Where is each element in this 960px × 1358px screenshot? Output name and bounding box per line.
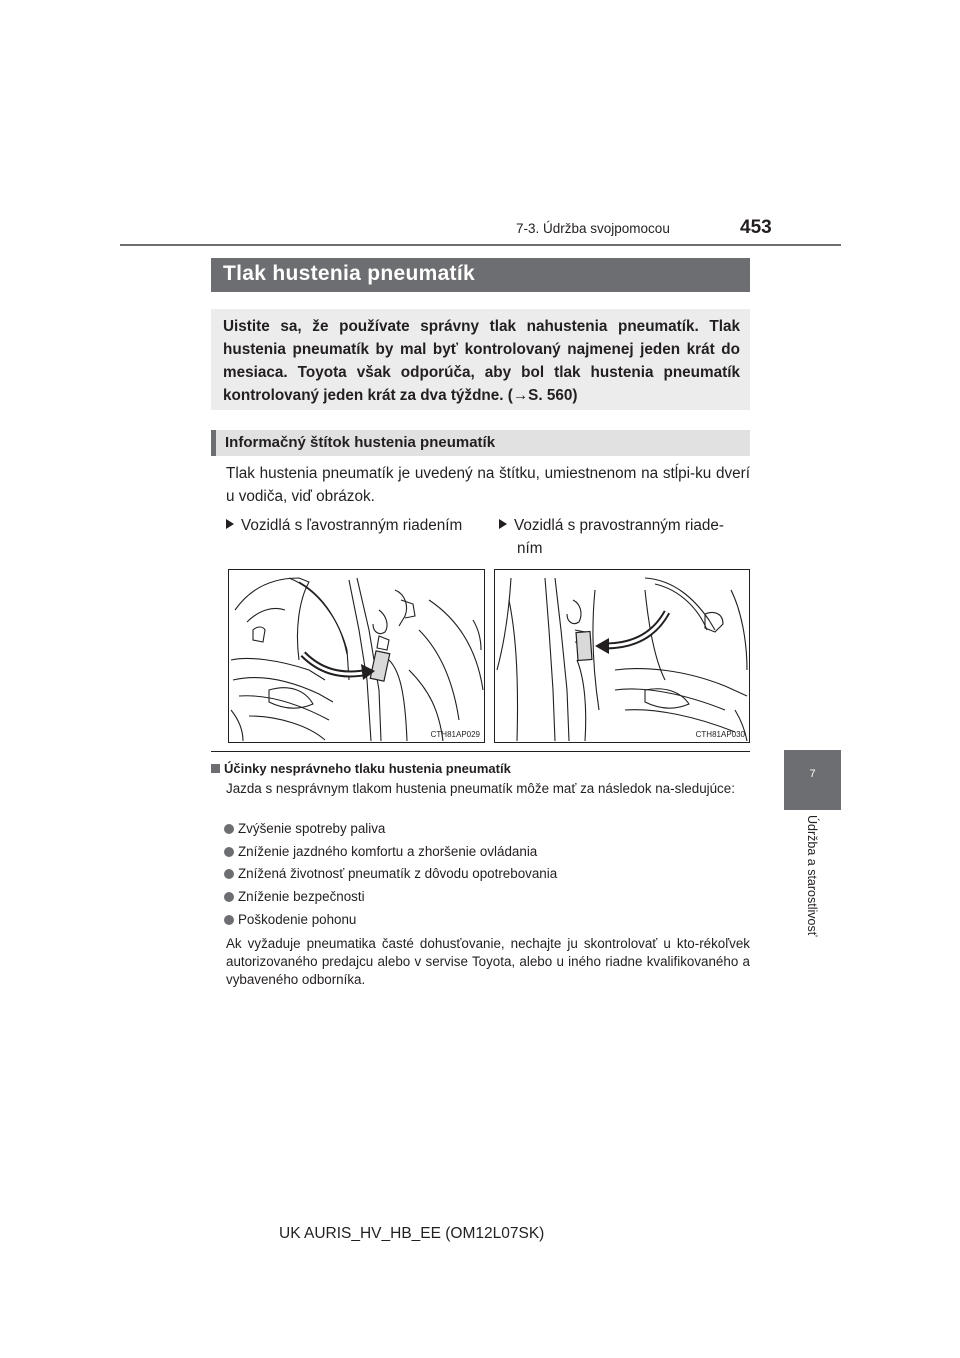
figure-code-right: CTH81AP030: [695, 730, 745, 739]
dot-bullet-icon: [224, 847, 234, 857]
body-paragraph: Tlak hustenia pneumatík je uvedený na štítku, umiestnenom na stĺpi-ku dverí u vodiča, viď obrázok.: [226, 465, 750, 505]
lhd-label-text: Vozidlá s ľavostranným riadením: [241, 517, 463, 534]
effects-closing: Ak vyžaduje pneumatika časté dohusťovanie, nechajte ju skontrolovať u kto-rékoľvek autorizovaného predajcu alebo v servise Toyota, alebo u iného riadne kvalifikovaného a vybaveného odborníka.: [226, 936, 750, 987]
chapter-side-label: [784, 815, 841, 965]
figure-code-left: CTH81AP029: [430, 730, 480, 739]
lhd-illustration: [229, 570, 484, 742]
chapter-tab[interactable]: [784, 750, 841, 810]
figure-rhd: [494, 569, 750, 743]
dot-bullet-icon: [224, 824, 234, 834]
intro-box: [211, 309, 750, 410]
page-title-bar: [211, 258, 750, 292]
dot-bullet-icon: [224, 869, 234, 879]
effects-intro: Jazda s nesprávnym tlakom hustenia pneumatík môže mať za následok na-sledujúce:: [226, 781, 735, 796]
lhd-label: [226, 514, 462, 537]
rhd-label-text-2: ním: [517, 540, 543, 557]
rhd-label-text-1: Vozidlá s pravostranným riade-: [514, 517, 725, 534]
section-rule: [211, 751, 750, 752]
effect-item: Znížená životnosť pneumatík z dôvodu opotrebovania: [224, 866, 557, 881]
intro-text: Uistite sa, že používate správny tlak nahustenia pneumatík. Tlak hustenia pneumatík by mal byť kontrolovaný najmenej jeden krát do mesiaca. Toyota však odporúča, aby bol tlak hustenia pneumatík kontrolovaný jeden krát za dva týždne. (→S. 560): [223, 318, 740, 404]
subheading-bar: [211, 430, 750, 456]
chapter-label-text: Údržba a starostlivosť: [804, 815, 819, 937]
square-bullet-icon: [211, 764, 220, 773]
subheading-accent: [211, 430, 216, 456]
effects-heading-text: Účinky nesprávneho tlaku hustenia pneumatík: [224, 761, 511, 776]
effect-item: Zníženie jazdného komfortu a zhoršenie ovládania: [224, 844, 537, 859]
subheading-text: Informačný štítok hustenia pneumatík: [225, 434, 496, 451]
dot-bullet-icon: [224, 892, 234, 902]
footer-code: UK AURIS_HV_HB_EE (OM12L07SK): [279, 1225, 545, 1242]
figure-lhd: [228, 569, 485, 743]
effect-item: Zníženie bezpečnosti: [224, 889, 365, 904]
chapter-number: 7: [809, 768, 816, 780]
effect-item: Zvýšenie spotreby paliva: [224, 821, 385, 836]
triangle-bullet-icon: [499, 519, 507, 529]
page-title: Tlak hustenia pneumatík: [223, 262, 475, 285]
rhd-illustration: [495, 570, 749, 742]
page-number: 453: [740, 217, 772, 238]
triangle-bullet-icon: [226, 519, 234, 529]
header-rule: [120, 244, 841, 246]
effect-item: Poškodenie pohonu: [224, 912, 356, 927]
rhd-label: [499, 514, 750, 560]
section-header: 7-3. Údržba svojpomocou: [516, 221, 670, 236]
dot-bullet-icon: [224, 915, 234, 925]
effects-heading: [211, 761, 511, 776]
